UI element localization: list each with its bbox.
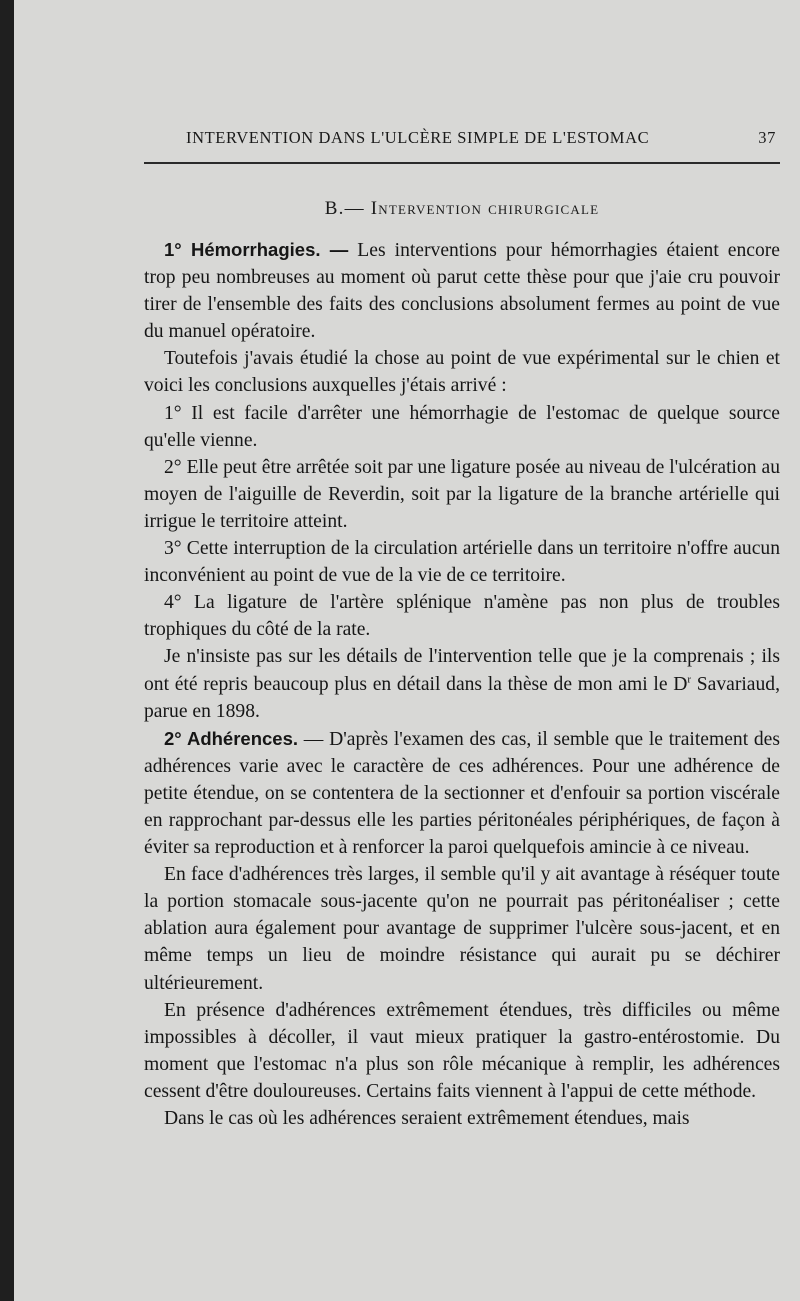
paragraph bbox=[144, 997, 780, 1105]
paragraph bbox=[144, 400, 780, 454]
paragraph bbox=[144, 236, 780, 345]
header-rule bbox=[144, 162, 780, 164]
book-page bbox=[14, 0, 800, 1301]
paragraph-text: Je n'insiste pas sur les détails de l'intervention telle que je la comprenais ; ils ont été repris beaucoup plus en détail dans la thèse de mon ami le D bbox=[144, 646, 780, 695]
paragraph-text: — D'après l'examen des cas, il semble que le traitement des adhérences varie avec le caractère de ces adhérences. Pour une adhérence de petite étendue, on se contentera de la sectionner et d'enfouir sa portion viscérale en rapprochant par-dessus elle les parties péritonéales périphériques, de façon à éviter sa reproduction et à renforcer la paroi quelquefois amincie à ce niveau. bbox=[144, 728, 781, 859]
section-heading: B.— Intervention chirurgicale bbox=[324, 198, 600, 219]
paragraph-text: 3° Cette interruption de la circulation artérielle dans un territoire n'offre aucun inconvénient au point de vue de la vie de ce territoire. bbox=[144, 538, 780, 587]
paragraph bbox=[144, 725, 780, 861]
paragraph bbox=[144, 643, 780, 724]
paragraph-text: Savariaud, parue en 1898. bbox=[144, 673, 780, 722]
paragraph-text: Les interventions pour hémorrhagies étaient encore trop peu nombreuses au moment où parut cette thèse pour que j'aie cru pouvoir tirer de l'ensemble des faits des conclusions absolument fermes au point de vue du manuel opératoire. bbox=[144, 240, 781, 343]
page-number: 37 bbox=[758, 128, 776, 147]
paragraph-text: Toutefois j'avais étudié la chose au point de vue expérimental sur le chien et voici les conclusions auxquelles j'étais arrivé : bbox=[144, 348, 780, 397]
superscript: r bbox=[687, 672, 692, 685]
paragraph bbox=[144, 861, 780, 996]
paragraph bbox=[144, 1105, 780, 1132]
paragraph-text: Dans le cas où les adhérences seraient extrêmement étendues, mais bbox=[164, 1108, 690, 1129]
paragraph bbox=[144, 535, 780, 589]
running-title: INTERVENTION DANS L'ULCÈRE SIMPLE DE L'ESTOMAC bbox=[186, 128, 650, 147]
paragraph-text: 4° La ligature de l'artère splénique n'amène pas non plus de troubles trophiques du côté de la rate. bbox=[144, 592, 780, 641]
running-head bbox=[186, 128, 780, 150]
run-in-heading: 2° Adhérences. bbox=[164, 727, 299, 749]
paragraph-text: 1° Il est facile d'arrêter une hémorrhagie de l'estomac de quelque source qu'elle vienne. bbox=[144, 402, 780, 451]
body-text bbox=[144, 236, 780, 1132]
paragraph-text: En présence d'adhérences extrêmement étendues, très difficiles ou même impossibles à décoller, il vaut mieux pratiquer la gastro-entérostomie. Du moment que l'estomac n'a plus son rôle mécanique à remplir, les adhérences cessent d'être douloureuses. Certains faits viennent à l'appui de cette méthode. bbox=[144, 999, 780, 1102]
paragraph bbox=[144, 454, 780, 535]
paragraph bbox=[144, 589, 780, 643]
paragraph-text: En face d'adhérences très larges, il semble qu'il y ait avantage à réséquer toute la portion stomacale sous-jacente qu'on ne pourrait pas péritonéaliser ; cette ablation aura également pour avantage de supprimer l'ulcère sous-jacent, et en même temps un lieu de moindre résistance qui aurait pu se déchirer ultérieurement. bbox=[144, 864, 780, 994]
paragraph bbox=[144, 345, 780, 399]
run-in-heading: 1° Hémorrhagies. — bbox=[164, 239, 349, 260]
paragraph-text: 2° Elle peut être arrêtée soit par une ligature posée au niveau de l'ulcération au moyen de l'aiguille de Reverdin, soit par la ligature de la branche artérielle qui irrigue le territoire atteint. bbox=[144, 456, 780, 532]
